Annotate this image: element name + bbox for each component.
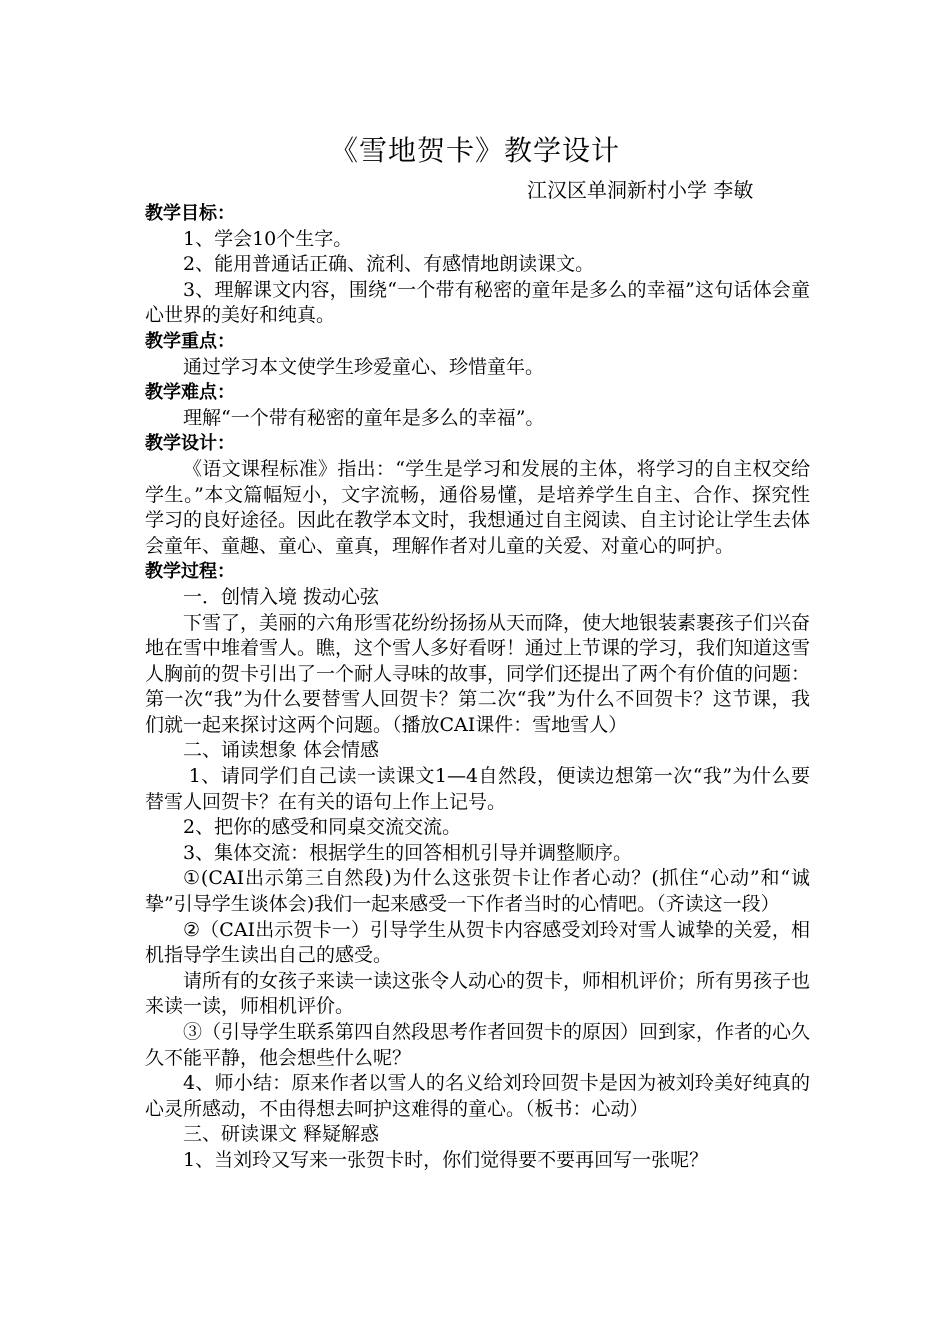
document-body [145,201,810,1174]
key-points-text: 通过学习本文使学生珍爱童心、珍惜童年。 [183,355,545,378]
objective-item: 3、理解课文内容，围绕“一个带有秘密的童年是多么的幸福”这句话体会童心世界的美好和纯真。 [145,278,810,327]
difficulties-text: 理解“一个带有秘密的童年是多么的幸福”。 [183,406,545,429]
step3-title: 三、研读课文 释疑解惑 [183,1123,380,1146]
document-author: 江汉区单洞新村小学 李敏 [527,178,754,202]
step2-item: 请所有的女孩子来读一读这张令人动心的贺卡，师相机评价；所有男孩子也来读一读，师相机评价。 [145,969,811,1018]
step2-item: ③（引导学生联系第四自然段思考作者回贺卡的原因）回到家，作者的心久久不能平静，他会想些什么呢？ [145,1021,811,1069]
objective-item: 2、能用普通话正确、流利、有感情地朗读课文。 [183,253,595,276]
step2-item: 3、集体交流：根据学生的回答相机引导并调整顺序。 [183,841,633,864]
objective-item: 1、学会10个生字。 [183,227,353,250]
step2-title: 二、诵读想象 体会情感 [183,739,380,762]
step2-item: 2、把你的感受和同桌交流交流。 [183,816,462,839]
step1-title: 一．创情入境 拨动心弦 [183,585,380,608]
design-text: 《语文课程标准》指出：“学生是学习和发展的主体，将学习的自主权交给学生。”本文篇幅短小，文字流畅，通俗易懂，是培养学生自主、合作、探究性学习的良好途径。因此在教学本文时，我想通过自主阅读、自主讨论让学生去体会童年、童趣、童心、童真，理解作者对儿童的关爱、对童心的呵护。 [145,457,811,557]
step2-item: 1、请同学们自己读一读课文1—4自然段，便读边想第一次“我”为什么要替雪人回贺卡？在有关的语句上作上记号。 [145,765,810,813]
process-heading: 教学过程： [145,561,235,583]
objectives-heading: 教学目标： [145,203,235,224]
design-heading: 教学设计： [145,433,235,455]
difficulties-heading: 教学难点： [145,382,235,404]
step2-item: 4、师小结：原来作者以雪人的名义给刘玲回贺卡是因为被刘玲美好纯真的心灵所感动，不由得想去呵护这难得的童心。（板书：心动） [145,1072,810,1120]
step1-text: 下雪了，美丽的六角形雪花纷纷扬扬从天而降，使大地银装素裹孩子们兴奋地在雪中堆着雪人。瞧，这个雪人多好看呀！通过上节课的学习，我们知道这雪人胸前的贺卡引出了一个耐人寻味的故事，同学们还提出了两个有价值的问题：第一次“我”为什么要替雪人回贺卡？第二次“我”为什么不回贺卡？这节课，我们就一起来探讨这两个问题。（播放CAI课件：雪地雪人） [145,611,811,736]
key-points-heading: 教学重点： [145,330,235,352]
step3-item: 1、当刘玲又写来一张贺卡时，你们觉得要不要再回写一张呢？ [183,1148,709,1171]
document-title: 《雪地贺卡》教学设计 [329,134,620,167]
step2-item: ①(CAI出示第三自然段)为什么这张贺卡让作者心动？(抓住“心动”和“诚挚”引导学生谈体会)我们一起来感受一下作者当时的心情吧。（齐读这一段） [145,867,810,916]
step2-item: ②（CAI出示贺卡一）引导学生从贺卡内容感受刘玲对雪人诚挚的关爱，相机指导学生读出自己的感受。 [145,918,810,967]
